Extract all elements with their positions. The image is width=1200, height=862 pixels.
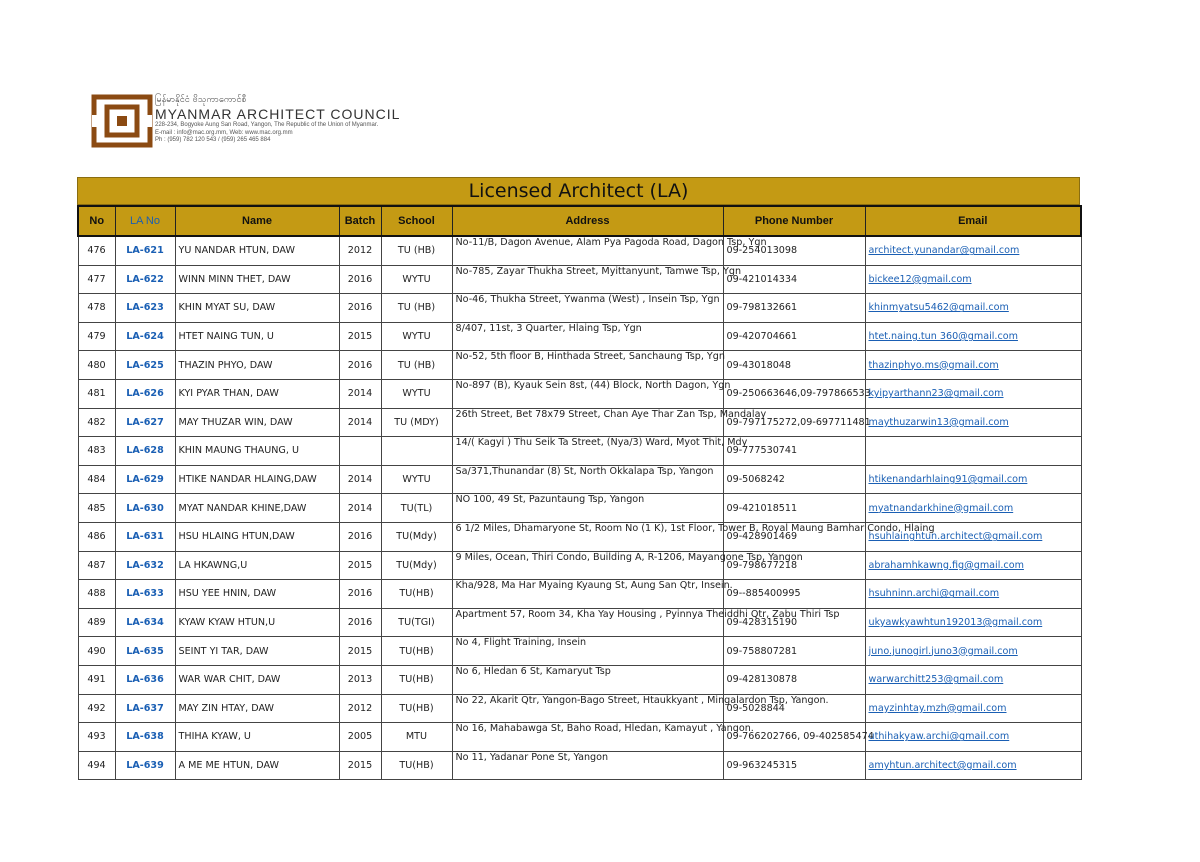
cell-batch: 2014 [339, 379, 381, 408]
cell-la-no: LA-636 [115, 665, 175, 694]
cell-batch: 2016 [339, 294, 381, 323]
cell-no: 481 [78, 379, 115, 408]
cell-address: No 16, Mahabawga St, Baho Road, Hledan, Kamayut , Yangon. [452, 723, 723, 752]
table-row [78, 580, 1081, 609]
table-row [78, 322, 1081, 351]
cell-batch: 2014 [339, 408, 381, 437]
cell-email [865, 665, 1081, 694]
cell-phone: 09-250663646,09-797866533 [723, 379, 865, 408]
cell-phone: 09-420704661 [723, 322, 865, 351]
table-row [78, 265, 1081, 294]
cell-school: TU(Mdy) [381, 551, 452, 580]
cell-school: TU(HB) [381, 751, 452, 780]
cell-email [865, 580, 1081, 609]
cell-la-no: LA-634 [115, 608, 175, 637]
page-title: Licensed Architect (LA) [468, 180, 689, 202]
cell-address: Sa/371,Thunandar (8) St, North Okkalapa Tsp, Yangon [452, 465, 723, 494]
cell-no: 480 [78, 351, 115, 380]
cell-batch: 2016 [339, 608, 381, 637]
cell-school: TU (HB) [381, 351, 452, 380]
cell-email [865, 637, 1081, 666]
cell-email [865, 265, 1081, 294]
cell-no: 494 [78, 751, 115, 780]
col-header-batch: Batch [339, 206, 381, 236]
cell-phone: 09-421018511 [723, 494, 865, 523]
licensed-architect-table [77, 205, 1082, 780]
cell-email [865, 379, 1081, 408]
cell-school: TU (HB) [381, 294, 452, 323]
email-link[interactable]: hsuhninn.archi@gmail.com [868, 588, 1000, 600]
cell-batch: 2016 [339, 522, 381, 551]
cell-name: SEINT YI TAR, DAW [175, 637, 339, 666]
cell-phone: 09-428901469 [723, 522, 865, 551]
cell-name: MAY THUZAR WIN, DAW [175, 408, 339, 437]
cell-address: No-785, Zayar Thukha Street, Myittanyunt, Tamwe Tsp, Ygn [452, 265, 723, 294]
org-address: 228-234, Bogyoke Aung San Road, Yangon, The Republic of the Union of Myanmar. [155, 122, 379, 128]
cell-address: 6 1/2 Miles, Dhamaryone St, Room No (1 K), 1st Floor, Tower B, Royal Maung Bamhar Condo, Hlaing [452, 522, 723, 551]
cell-phone: 09-777530741 [723, 437, 865, 466]
cell-name: KHIN MYAT SU, DAW [175, 294, 339, 323]
cell-address: 9 Miles, Ocean, Thiri Condo, Building A, R-1206, Mayangone Tsp, Yangon [452, 551, 723, 580]
cell-school: TU(HB) [381, 694, 452, 723]
cell-no: 482 [78, 408, 115, 437]
cell-no: 488 [78, 580, 115, 609]
cell-la-no: LA-621 [115, 236, 175, 265]
cell-la-no: LA-624 [115, 322, 175, 351]
cell-no: 478 [78, 294, 115, 323]
cell-la-no: LA-630 [115, 494, 175, 523]
table-row [78, 494, 1081, 523]
cell-name: MYAT NANDAR KHINE,DAW [175, 494, 339, 523]
cell-la-no: LA-635 [115, 637, 175, 666]
cell-name: WINN MINN THET, DAW [175, 265, 339, 294]
cell-phone: 09--885400995 [723, 580, 865, 609]
cell-no: 491 [78, 665, 115, 694]
cell-email [865, 551, 1081, 580]
cell-la-no: LA-627 [115, 408, 175, 437]
cell-phone: 09-254013098 [723, 236, 865, 265]
cell-la-no: LA-638 [115, 723, 175, 752]
cell-batch: 2013 [339, 665, 381, 694]
cell-email [865, 437, 1081, 466]
table-row [78, 723, 1081, 752]
cell-school: TU (MDY) [381, 408, 452, 437]
cell-name: WAR WAR CHIT, DAW [175, 665, 339, 694]
cell-batch: 2016 [339, 580, 381, 609]
cell-address: Apartment 57, Room 34, Kha Yay Housing , Pyinnya Theiddhi Qtr, Zabu Thiri Tsp [452, 608, 723, 637]
cell-la-no: LA-639 [115, 751, 175, 780]
col-header-email: Email [865, 206, 1081, 236]
table-row [78, 637, 1081, 666]
cell-phone: 09-5068242 [723, 465, 865, 494]
table-row [78, 694, 1081, 723]
email-link[interactable]: warwarchitt253@gmail.com [868, 674, 1004, 686]
cell-no: 490 [78, 637, 115, 666]
cell-no: 479 [78, 322, 115, 351]
cell-phone: 09-758807281 [723, 637, 865, 666]
table-row [78, 351, 1081, 380]
cell-name: THIHA KYAW, U [175, 723, 339, 752]
cell-email [865, 465, 1081, 494]
cell-phone: 09-421014334 [723, 265, 865, 294]
cell-email [865, 322, 1081, 351]
org-local-name: မြန်မာနိုင်ငံ ဗိသုကာကောင်စီ [155, 95, 247, 105]
cell-phone: 09-798132661 [723, 294, 865, 323]
cell-address: No 4, Flight Training, Insein [452, 637, 723, 666]
cell-name: KYI PYAR THAN, DAW [175, 379, 339, 408]
cell-name: HTIKE NANDAR HLAING,DAW [175, 465, 339, 494]
email-link[interactable]: htikenandarhlaing91@gmail.com [868, 474, 1028, 486]
email-link[interactable]: maythuzarwin13@gmail.com [868, 416, 1009, 428]
table-row [78, 437, 1081, 466]
cell-name: LA HKAWNG,U [175, 551, 339, 580]
table-body [78, 236, 1081, 780]
email-link[interactable]: uthihakyaw.archi@gmail.com [868, 731, 1010, 743]
email-link[interactable]: abrahamhkawng.fig@gmail.com [868, 559, 1024, 571]
cell-no: 493 [78, 723, 115, 752]
table-header-row [78, 206, 1081, 236]
email-link[interactable]: ukyawkyawhtun192013@gmail.com [868, 617, 1043, 629]
cell-batch: 2015 [339, 637, 381, 666]
table-row [78, 236, 1081, 265]
cell-la-no: LA-623 [115, 294, 175, 323]
col-header-school: School [381, 206, 452, 236]
cell-phone: 09-5028844 [723, 694, 865, 723]
table-row [78, 751, 1081, 780]
table-row [78, 408, 1081, 437]
email-link[interactable]: architect.yunandar@gmail.com [868, 245, 1020, 257]
cell-school: TU(TGI) [381, 608, 452, 637]
email-link[interactable]: bickee12@gmail.com [868, 273, 972, 285]
cell-email [865, 723, 1081, 752]
cell-school: TU(TL) [381, 494, 452, 523]
cell-address: 8/407, 11st, 3 Quarter, Hlaing Tsp, Ygn [452, 322, 723, 351]
table-row [78, 379, 1081, 408]
col-header-phone: Phone Number [723, 206, 865, 236]
cell-phone: 09-428315190 [723, 608, 865, 637]
cell-batch: 2015 [339, 551, 381, 580]
cell-batch: 2015 [339, 322, 381, 351]
cell-address: No-897 (B), Kyauk Sein 8st, (44) Block, North Dagon, Ygn [452, 379, 723, 408]
cell-name: THAZIN PHYO, DAW [175, 351, 339, 380]
cell-address: No 6, Hledan 6 St, Kamaryut Tsp [452, 665, 723, 694]
cell-la-no: LA-622 [115, 265, 175, 294]
cell-school: WYTU [381, 265, 452, 294]
cell-address: No-11/B, Dagon Avenue, Alam Pya Pagoda Road, Dagon Tsp, Ygn [452, 236, 723, 265]
cell-batch: 2016 [339, 351, 381, 380]
cell-la-no: LA-637 [115, 694, 175, 723]
email-link[interactable]: myatnandarkhine@gmail.com [868, 502, 1014, 514]
cell-name: MAY ZIN HTAY, DAW [175, 694, 339, 723]
cell-batch: 2015 [339, 751, 381, 780]
cell-no: 484 [78, 465, 115, 494]
cell-la-no: LA-629 [115, 465, 175, 494]
cell-email [865, 294, 1081, 323]
cell-address: NO 100, 49 St, Pazuntaung Tsp, Yangon [452, 494, 723, 523]
email-link[interactable]: thazinphyo.ms@gmail.com [868, 359, 999, 371]
cell-school: TU(HB) [381, 637, 452, 666]
org-contact: E-mail : info@mac.org.mm, Web: www.mac.org.mm [155, 129, 293, 136]
cell-name: HSU HLAING HTUN,DAW [175, 522, 339, 551]
col-header-name: Name [175, 206, 339, 236]
cell-school: MTU [381, 723, 452, 752]
cell-no: 492 [78, 694, 115, 723]
email-link[interactable]: kyipyarthann23@gmail.com [868, 388, 1004, 400]
cell-school: WYTU [381, 379, 452, 408]
cell-no: 489 [78, 608, 115, 637]
cell-la-no: LA-631 [115, 522, 175, 551]
cell-address: No-52, 5th floor B, Hinthada Street, Sanchaung Tsp, Ygn [452, 351, 723, 380]
cell-address: No 22, Akarit Qtr, Yangon-Bago Street, Htaukkyant , Mingalardon Tsp, Yangon. [452, 694, 723, 723]
cell-batch: 2005 [339, 723, 381, 752]
cell-email [865, 751, 1081, 780]
cell-address: No 11, Yadanar Pone St, Yangon [452, 751, 723, 780]
cell-name: YU NANDAR HTUN, DAW [175, 236, 339, 265]
cell-email [865, 694, 1081, 723]
cell-la-no: LA-628 [115, 437, 175, 466]
table-row [78, 665, 1081, 694]
cell-batch: 2016 [339, 265, 381, 294]
cell-no: 476 [78, 236, 115, 265]
email-link[interactable]: hsuhlainghtun.architect@gmail.com [868, 531, 1043, 543]
cell-batch: 2012 [339, 236, 381, 265]
cell-school [381, 437, 452, 466]
cell-la-no: LA-632 [115, 551, 175, 580]
cell-la-no: LA-633 [115, 580, 175, 609]
cell-name: A ME ME HTUN, DAW [175, 751, 339, 780]
email-link[interactable]: mayzinhtay.mzh@gmail.com [868, 702, 1007, 714]
cell-no: 485 [78, 494, 115, 523]
cell-address: 26th Street, Bet 78x79 Street, Chan Aye Thar Zan Tsp, Mandalay [452, 408, 723, 437]
table-row [78, 551, 1081, 580]
cell-no: 486 [78, 522, 115, 551]
email-link[interactable]: khinmyatsu5462@gmail.com [868, 302, 1009, 314]
title-bar [77, 177, 1080, 205]
org-header [155, 95, 400, 145]
cell-batch: 2014 [339, 465, 381, 494]
email-link[interactable]: juno.junogirl.juno3@gmail.com [868, 645, 1018, 657]
cell-email [865, 236, 1081, 265]
org-name: MYANMAR ARCHITECT COUNCIL [155, 106, 401, 122]
col-header-address: Address [452, 206, 723, 236]
cell-phone: 09-798677218 [723, 551, 865, 580]
col-header-la-no: LA No [115, 206, 175, 236]
cell-batch: 2012 [339, 694, 381, 723]
cell-school: WYTU [381, 322, 452, 351]
cell-phone: 09-43018048 [723, 351, 865, 380]
cell-la-no: LA-625 [115, 351, 175, 380]
cell-name: HTET NAING TUN, U [175, 322, 339, 351]
cell-name: KYAW KYAW HTUN,U [175, 608, 339, 637]
table-row [78, 294, 1081, 323]
table-row [78, 522, 1081, 551]
cell-batch [339, 437, 381, 466]
cell-address: 14/( Kagyi ) Thu Seik Ta Street, (Nya/3) Ward, Myot Thit, Mdy [452, 437, 723, 466]
email-link[interactable]: htet.naing.tun 360@gmail.com [868, 331, 1018, 343]
col-header-no: No [78, 206, 115, 236]
table-row [78, 608, 1081, 637]
cell-phone: 09-963245315 [723, 751, 865, 780]
cell-no: 487 [78, 551, 115, 580]
cell-la-no: LA-626 [115, 379, 175, 408]
cell-school: TU(Mdy) [381, 522, 452, 551]
cell-school: TU(HB) [381, 580, 452, 609]
cell-school: TU (HB) [381, 236, 452, 265]
cell-phone: 09-797175272,09-697711481 [723, 408, 865, 437]
cell-address: Kha/928, Ma Har Myaing Kyaung St, Aung San Qtr, Insein. [452, 580, 723, 609]
cell-email [865, 408, 1081, 437]
table-row [78, 465, 1081, 494]
council-logo-icon [92, 95, 152, 147]
cell-email [865, 351, 1081, 380]
cell-no: 477 [78, 265, 115, 294]
cell-email [865, 494, 1081, 523]
cell-school: TU(HB) [381, 665, 452, 694]
cell-phone: 09-766202766, 09-402585474 [723, 723, 865, 752]
cell-phone: 09-428130878 [723, 665, 865, 694]
cell-school: WYTU [381, 465, 452, 494]
cell-email [865, 608, 1081, 637]
cell-name: KHIN MAUNG THAUNG, U [175, 437, 339, 466]
cell-name: HSU YEE HNIN, DAW [175, 580, 339, 609]
org-phone: Ph : (959) 782 120 543 / (959) 265 465 884 [155, 137, 271, 143]
cell-no: 483 [78, 437, 115, 466]
email-link[interactable]: amyhtun.architect@gmail.com [868, 759, 1017, 771]
cell-address: No-46, Thukha Street, Ywanma (West) , Insein Tsp, Ygn [452, 294, 723, 323]
cell-batch: 2014 [339, 494, 381, 523]
